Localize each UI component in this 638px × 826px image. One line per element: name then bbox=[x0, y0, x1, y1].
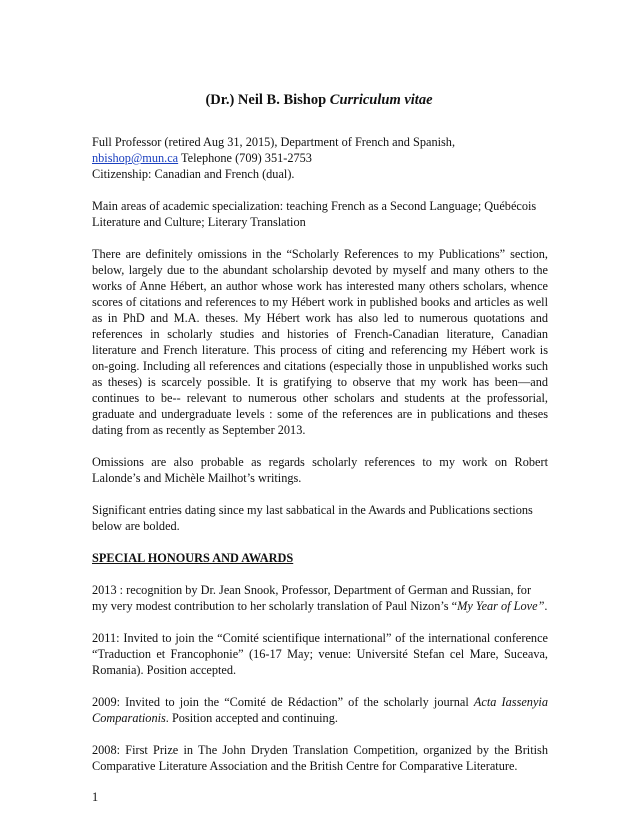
position-line: Full Professor (retired Aug 31, 2015), Department of French and Spanish, bbox=[92, 135, 456, 149]
page-number: 1 bbox=[92, 790, 99, 804]
cv-name: (Dr.) Neil B. Bishop bbox=[205, 92, 327, 108]
honour-entry-italic: My Year of Love” bbox=[457, 599, 545, 613]
citizenship-line: Citizenship: Canadian and French (dual). bbox=[92, 167, 295, 181]
bolded-note-paragraph: Significant entries dating since my last sabbatical in the Awards and Publications sections below are bolded. bbox=[92, 503, 533, 533]
honour-entry-italic: Acta Iassenyia Comparationis bbox=[92, 695, 548, 725]
honour-entry: 2008: First Prize in The John Dryden Translation Competition, organized by the British Comparative Literature Association and the British Centre for Comparative Literature. bbox=[92, 743, 548, 773]
honour-entry: 2013 : recognition by Dr. Jean Snook, Professor, Department of German and Russian, for my very modest contribution to her scholarly translation of Paul Nizon’s “My Year of Love”. bbox=[92, 583, 548, 613]
omissions-paragraph-2: Omissions are also probable as regards scholarly references to my work on Robert Lalonde’s and Michèle Mailhot’s writings. bbox=[92, 455, 548, 485]
honour-entry: 2011: Invited to join the “Comité scientifique international” of the international conference “Traduction et Francophonie” (16-17 May; venue: Université Stefan cel Mare, Suceava, Romania). Position accepted. bbox=[92, 631, 548, 677]
specialization-paragraph: Main areas of academic specialization: teaching French as a Second Language; Québécois Literature and Culture; Literary Translation bbox=[92, 199, 537, 229]
contact-block bbox=[92, 134, 548, 182]
section-heading-honours: SPECIAL HONOURS AND AWARDS bbox=[92, 551, 294, 565]
document-body bbox=[92, 134, 548, 790]
omissions-paragraph: There are definitely omissions in the “Scholarly References to my Publications” section, below, largely due to the abundant scholarship devoted by myself and many others to the works of Anne Hébert, an author whose work has interested many others scholars, whence scores of citations and references to my Hébert work in published books and articles as well as in PhD and M.A. theses. My Hébert work has also led to numerous quotations and references in scholarly studies and histories of French-Canadian literature, Canadian literature and French literature. This process of citing and referencing my Hébert work is on-going. Including all references and citations (especially those in unpublished works such as theses) is scarcely possible. It is gratifying to observe that my work has been—and continues to be-- relevant to numerous other scholars and students at the professorial, graduate and undergraduate levels : some of the references are in publications and theses dating from as recently as September 2013. bbox=[92, 247, 548, 437]
cv-doc-type: Curriculum vitae bbox=[329, 92, 433, 108]
honour-entry: 2009: Invited to join the “Comité de Rédaction” of the scholarly journal Acta Iassenyia Comparationis. Position accepted and continuing. bbox=[92, 695, 548, 725]
email-link[interactable]: nbishop@mun.ca bbox=[92, 151, 179, 165]
telephone-text: Telephone (709) 351-2753 bbox=[178, 151, 312, 165]
page-title bbox=[0, 92, 638, 109]
